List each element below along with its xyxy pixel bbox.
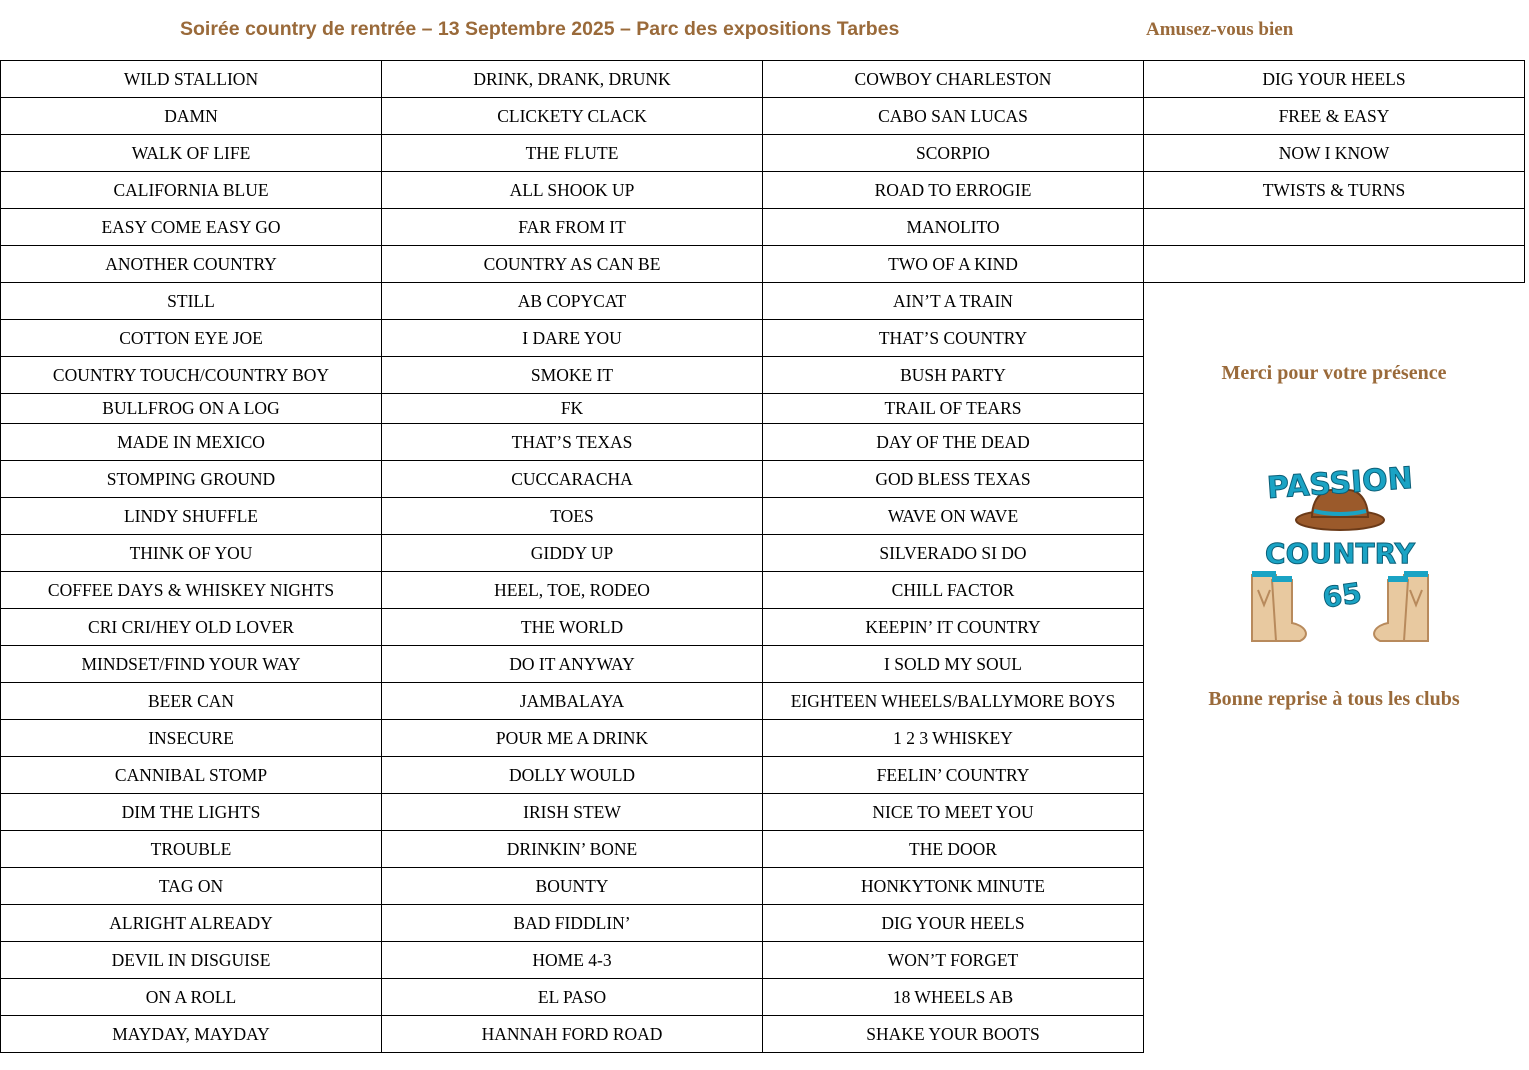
dance-cell: TAG ON <box>1 868 382 905</box>
dance-cell: CALIFORNIA BLUE <box>1 172 382 209</box>
dance-cell: THAT’S TEXAS <box>382 424 763 461</box>
dance-cell: FREE & EASY <box>1144 98 1525 135</box>
dance-cell: WILD STALLION <box>1 61 382 98</box>
dance-cell: FK <box>382 394 763 424</box>
table-row <box>1 357 1144 394</box>
dance-cell: NOW I KNOW <box>1144 135 1525 172</box>
dance-cell: THE WORLD <box>382 609 763 646</box>
dance-cell: 18 WHEELS AB <box>763 979 1144 1016</box>
dance-cell: SCORPIO <box>763 135 1144 172</box>
dance-cell: HANNAH FORD ROAD <box>382 1016 763 1053</box>
dance-cell: SHAKE YOUR BOOTS <box>763 1016 1144 1053</box>
dance-cell: TWO OF A KIND <box>763 246 1144 283</box>
dance-cell: DIG YOUR HEELS <box>1144 61 1525 98</box>
dance-cell: WAVE ON WAVE <box>763 498 1144 535</box>
dance-cell: DIM THE LIGHTS <box>1 794 382 831</box>
dance-cell: KEEPIN’ IT COUNTRY <box>763 609 1144 646</box>
dance-cell: BULLFROG ON A LOG <box>1 394 382 424</box>
dance-cell: THE FLUTE <box>382 135 763 172</box>
table-row <box>1 942 1144 979</box>
dance-cell: STILL <box>1 283 382 320</box>
table-row <box>1144 209 1525 246</box>
dance-cell: CRI CRI/HEY OLD LOVER <box>1 609 382 646</box>
dance-cell: HOME 4-3 <box>382 942 763 979</box>
dance-cell: JAMBALAYA <box>382 683 763 720</box>
dance-cell: GIDDY UP <box>382 535 763 572</box>
table-row <box>1 572 1144 609</box>
dance-cell: CHILL FACTOR <box>763 572 1144 609</box>
dance-cell: THAT’S COUNTRY <box>763 320 1144 357</box>
dance-cell: BOUNTY <box>382 868 763 905</box>
dance-cell: ANOTHER COUNTRY <box>1 246 382 283</box>
dance-cell: DOLLY WOULD <box>382 757 763 794</box>
dance-cell: SILVERADO SI DO <box>763 535 1144 572</box>
dance-cell: DIG YOUR HEELS <box>763 905 1144 942</box>
dance-cell: FAR FROM IT <box>382 209 763 246</box>
dance-cell: STOMPING GROUND <box>1 461 382 498</box>
table-row <box>1 461 1144 498</box>
dance-cell: DEVIL IN DISGUISE <box>1 942 382 979</box>
table-row <box>1 498 1144 535</box>
dance-cell: TWISTS & TURNS <box>1144 172 1525 209</box>
dance-table-extra <box>1143 60 1525 283</box>
table-row <box>1 609 1144 646</box>
dance-cell: 1 2 3 WHISKEY <box>763 720 1144 757</box>
dance-cell: DAY OF THE DEAD <box>763 424 1144 461</box>
dance-cell: MAYDAY, MAYDAY <box>1 1016 382 1053</box>
page-title: Soirée country de rentrée – 13 Septembre 2025 – Parc des expositions Tarbes <box>180 18 900 40</box>
table-row <box>1 61 1144 98</box>
dance-cell: MANOLITO <box>763 209 1144 246</box>
dance-cell: EL PASO <box>382 979 763 1016</box>
logo-text-number: 65 <box>1320 576 1364 615</box>
dance-cell: COFFEE DAYS & WHISKEY NIGHTS <box>1 572 382 609</box>
dance-cell: BEER CAN <box>1 683 382 720</box>
dance-cell: POUR ME A DRINK <box>382 720 763 757</box>
dance-cell: AB COPYCAT <box>382 283 763 320</box>
logo-text-country: COUNTRY <box>1265 537 1415 570</box>
dance-cell: DRINK, DRANK, DRUNK <box>382 61 763 98</box>
table-row <box>1 868 1144 905</box>
dance-cell: CANNIBAL STOMP <box>1 757 382 794</box>
dance-cell: I DARE YOU <box>382 320 763 357</box>
boots-left-icon <box>1252 571 1306 641</box>
dance-table <box>0 60 1144 1053</box>
table-row <box>1 246 1144 283</box>
table-row <box>1 135 1144 172</box>
table-row <box>1144 61 1525 98</box>
dance-cell: LINDY SHUFFLE <box>1 498 382 535</box>
dance-cell: CUCCARACHA <box>382 461 763 498</box>
logo-text-passion: PASSION <box>1265 460 1414 507</box>
dance-cell: ROAD TO ERROGIE <box>763 172 1144 209</box>
dance-cell: ALRIGHT ALREADY <box>1 905 382 942</box>
dance-cell: WON’T FORGET <box>763 942 1144 979</box>
dance-cell: BAD FIDDLIN’ <box>382 905 763 942</box>
table-row <box>1 720 1144 757</box>
dance-cell: CLICKETY CLACK <box>382 98 763 135</box>
dance-cell <box>1144 246 1525 283</box>
dance-cell <box>1144 209 1525 246</box>
dance-cell: GOD BLESS TEXAS <box>763 461 1144 498</box>
dance-cell: ON A ROLL <box>1 979 382 1016</box>
passion-country-logo <box>1180 455 1500 655</box>
table-row <box>1 831 1144 868</box>
dance-cell: THINK OF YOU <box>1 535 382 572</box>
dance-cell: FEELIN’ COUNTRY <box>763 757 1144 794</box>
table-row <box>1 209 1144 246</box>
dance-cell: TRAIL OF TEARS <box>763 394 1144 424</box>
dance-cell: CABO SAN LUCAS <box>763 98 1144 135</box>
table-row <box>1 1016 1144 1053</box>
closing-text: Bonne reprise à tous les clubs <box>1208 688 1460 710</box>
table-row <box>1 394 1144 424</box>
table-row <box>1144 246 1525 283</box>
table-row <box>1 979 1144 1016</box>
table-row <box>1 683 1144 720</box>
thanks-text: Merci pour votre présence <box>1221 362 1447 384</box>
dance-cell: AIN’T A TRAIN <box>763 283 1144 320</box>
dance-cell: HEEL, TOE, RODEO <box>382 572 763 609</box>
dance-cell: INSECURE <box>1 720 382 757</box>
dance-cell: COWBOY CHARLESTON <box>763 61 1144 98</box>
table-row <box>1144 135 1525 172</box>
dance-cell: SMOKE IT <box>382 357 763 394</box>
greeting-text: Amusez-vous bien <box>1146 19 1294 40</box>
dance-cell: EIGHTEEN WHEELS/BALLYMORE BOYS <box>763 683 1144 720</box>
dance-cell: COTTON EYE JOE <box>1 320 382 357</box>
table-row <box>1 424 1144 461</box>
dance-cell: NICE TO MEET YOU <box>763 794 1144 831</box>
dance-cell: COUNTRY AS CAN BE <box>382 246 763 283</box>
dance-cell: TROUBLE <box>1 831 382 868</box>
dance-cell: MINDSET/FIND YOUR WAY <box>1 646 382 683</box>
table-row <box>1 646 1144 683</box>
table-row <box>1144 98 1525 135</box>
dance-cell: EASY COME EASY GO <box>1 209 382 246</box>
dance-cell: WALK OF LIFE <box>1 135 382 172</box>
table-row <box>1 172 1144 209</box>
table-row <box>1 320 1144 357</box>
table-row <box>1 283 1144 320</box>
dance-cell: IRISH STEW <box>382 794 763 831</box>
dance-cell: COUNTRY TOUCH/COUNTRY BOY <box>1 357 382 394</box>
dance-cell: I SOLD MY SOUL <box>763 646 1144 683</box>
table-row <box>1 794 1144 831</box>
boots-right-icon <box>1374 571 1428 641</box>
dance-cell: ALL SHOOK UP <box>382 172 763 209</box>
dance-cell: DO IT ANYWAY <box>382 646 763 683</box>
dance-cell: BUSH PARTY <box>763 357 1144 394</box>
table-row <box>1 98 1144 135</box>
table-row <box>1144 172 1525 209</box>
dance-cell: DRINKIN’ BONE <box>382 831 763 868</box>
dance-cell: DAMN <box>1 98 382 135</box>
table-row <box>1 757 1144 794</box>
table-row <box>1 535 1144 572</box>
dance-cell: THE DOOR <box>763 831 1144 868</box>
table-row <box>1 905 1144 942</box>
dance-cell: MADE IN MEXICO <box>1 424 382 461</box>
dance-cell: TOES <box>382 498 763 535</box>
dance-cell: HONKYTONK MINUTE <box>763 868 1144 905</box>
